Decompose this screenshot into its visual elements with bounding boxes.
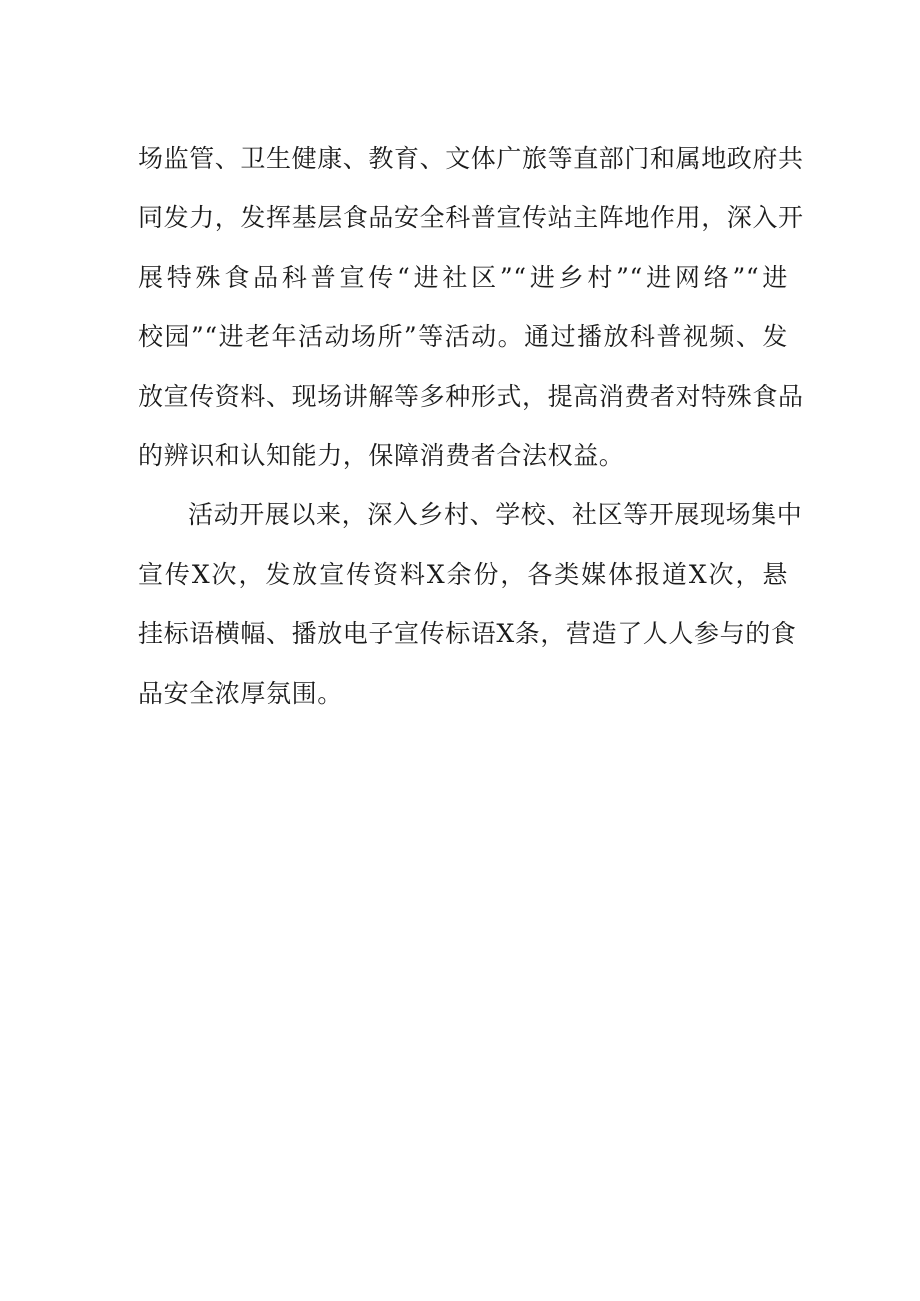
paragraph-continued	[138, 129, 804, 485]
text-line: 挂标语横幅、播放电子宣传标语X条，营造了人人参与的食	[138, 619, 797, 649]
document-body	[138, 129, 804, 723]
text-line: 宣传X次，发放宣传资料X余份，各类媒体报道X次，悬	[138, 559, 788, 589]
text-line: 活动开展以来，深入乡村、学校、社区等开展现场集中	[188, 500, 803, 530]
text-line: 放宣传资料、现场讲解等多种形式，提高消费者对特殊食品	[138, 381, 804, 411]
text-line: 场监管、卫生健康、教育、文体广旅等直部门和属地政府共	[138, 144, 804, 173]
text-line: 校园”“进老年活动场所”等活动。通过播放科普视频、发	[138, 322, 788, 352]
paragraph-activity-summary	[138, 485, 803, 723]
text-line: 品安全浓厚氛围。	[138, 678, 343, 708]
text-line: 的辨识和认知能力，保障消费者合法权益。	[138, 441, 625, 471]
text-line: 同发力，发挥基层食品安全科普宣传站主阵地作用，深入开	[138, 203, 804, 233]
text-line: 展特殊食品科普宣传“进社区”“进乡村”“进网络”“进	[138, 262, 788, 292]
